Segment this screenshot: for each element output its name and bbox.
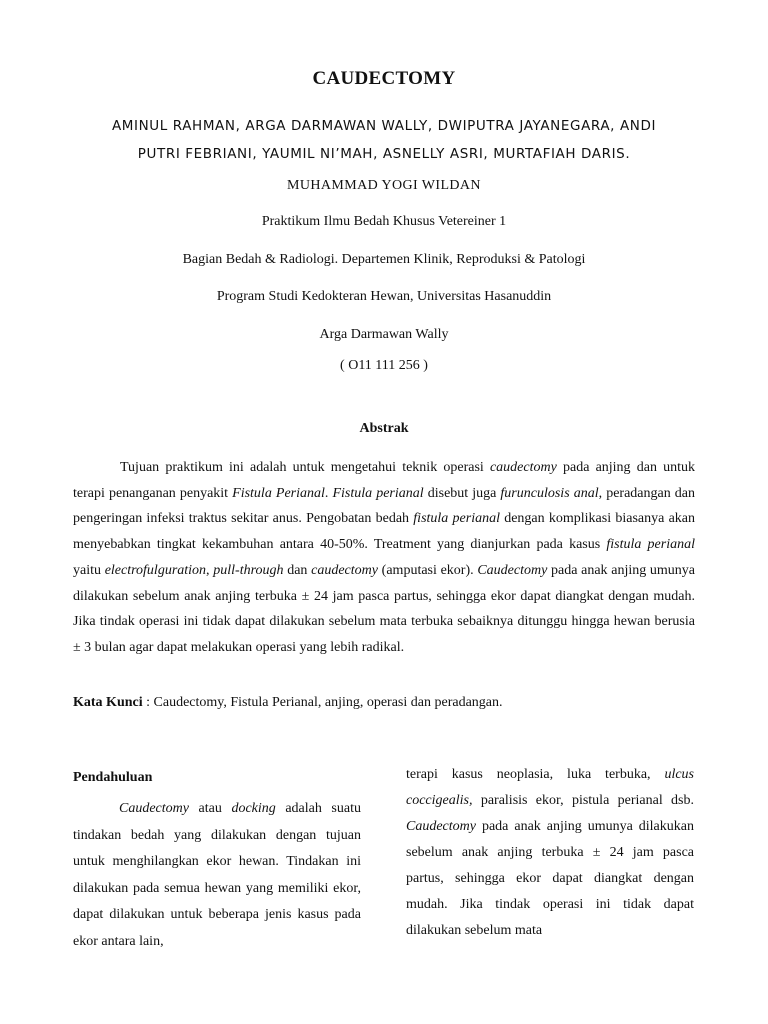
intro-paragraph [73,796,361,955]
abstract-text: pada anjing dan untuk terapi penanganan penyakit [73,460,695,501]
abstract-text: caudectomy [489,460,557,475]
abstract-text: yaitu [73,562,105,578]
student-id: ( O11 111 256 ) [340,358,428,373]
abstract-text: fistula perianal [413,511,500,527]
course-name: Praktikum Ilmu Bedah Khusus Vetereiner 1 [261,214,507,229]
column-left [73,765,361,955]
intro-text: paralisis ekor, pistula perianal dsb. [472,793,694,808]
intro-text: atau [188,801,232,816]
author-list [60,112,708,168]
abstract-body [73,455,695,661]
abstract-text: (amputasi ekor). [377,562,478,578]
abstract-text: electrofulguration [104,562,207,578]
authors-line-2: PUTRI FEBRIANI, YAUMIL NI’MAH, ASNELLY ASRI, MURTAFIAH DARIS. [137,146,631,162]
intro-text: pada anak anjing umunya dilakukan sebelum anak anjing terbuka ± 24 jam pasca partus, sehingga ekor dapat diangkat dengan mudah. Jika tindak operasi ini tidak dapat dilakukan sebelum mata [406,819,694,938]
abstract-text: dan [283,562,312,578]
column-right [406,762,694,944]
abstract-text: Caudectomy [477,562,548,578]
abstract-text: , peradangan dan pengeringan infeksi traktus sekitar anus. Pengobatan bedah [73,485,695,527]
student-name: Arga Darmawan Wally [319,327,449,342]
intro-text: Caudectomy [119,801,189,816]
intro-paragraph-continued [406,762,694,944]
abstract-text: Fistula perianal [332,485,424,501]
abstract-text: caudectomy [311,562,378,578]
intro-text: Caudectomy [406,819,476,834]
keywords-text: : Caudectomy, Fistula Perianal, anjing, operasi dan peradangan. [142,695,503,710]
abstract-text: disebut juga [423,485,501,501]
abstract-text: fistula perianal [606,537,696,553]
intro-text: docking [231,801,276,816]
abstract-text: furunculosis anal [500,485,599,501]
abstract-text: pada anak anjing umunya dilakukan sebelum anak anjing terbuka ± 24 jam pasca partus, sehingga ekor dapat diangkat dengan mudah. Jika tindak operasi ini tidak dapat dilakukan sebelum mata terbuka sebaiknya ditunggu hingga hewan berusia ± 3 bulan agar dapat melakukan operasi yang lebih radikal. [73,562,696,655]
department: Bagian Bedah & Radiologi. Departemen Klinik, Reproduksi & Patologi [182,252,586,267]
abstract-text: Tujuan praktikum ini adalah untuk mengetahui teknik operasi [120,460,490,475]
abstract-text: Fistula Perianal [232,485,325,501]
authors-line-1: AMINUL RAHMAN, ARGA DARMAWAN WALLY, DWIPUTRA JAYANEGARA, ANDI [111,118,657,134]
intro-text: ulcus coccigealis, [406,767,694,808]
keywords [73,695,695,711]
intro-heading: Pendahuluan [73,770,153,785]
abstract-text: dengan komplikasi biasanya akan menyebabkan tingkat kekambuhan antara 40-50%. Treatment yang dianjurkan pada kasus [73,511,695,553]
authors-line-3: MUHAMMAD YOGI WILDAN [287,178,481,193]
keywords-label: Kata Kunci [73,695,143,710]
abstract-text: , [206,562,214,578]
paper-title: CAUDECTOMY [312,68,456,89]
intro-text: terapi kasus neoplasia, luka terbuka, [406,767,665,782]
abstract-text: . [324,485,333,501]
intro-text: adalah suatu tindakan bedah yang dilakukan dengan tujuan untuk menghilangkan ekor hewan. Tindakan ini dilakukan pada semua hewan yang memiliki ekor, dapat dilakukan untuk beberapa jenis kasus pada ekor antara lain, [73,801,361,949]
abstract-heading: Abstrak [359,421,409,436]
study-program: Program Studi Kedokteran Hewan, Universitas Hasanuddin [216,289,552,304]
abstract-text: pull-through [213,562,284,578]
